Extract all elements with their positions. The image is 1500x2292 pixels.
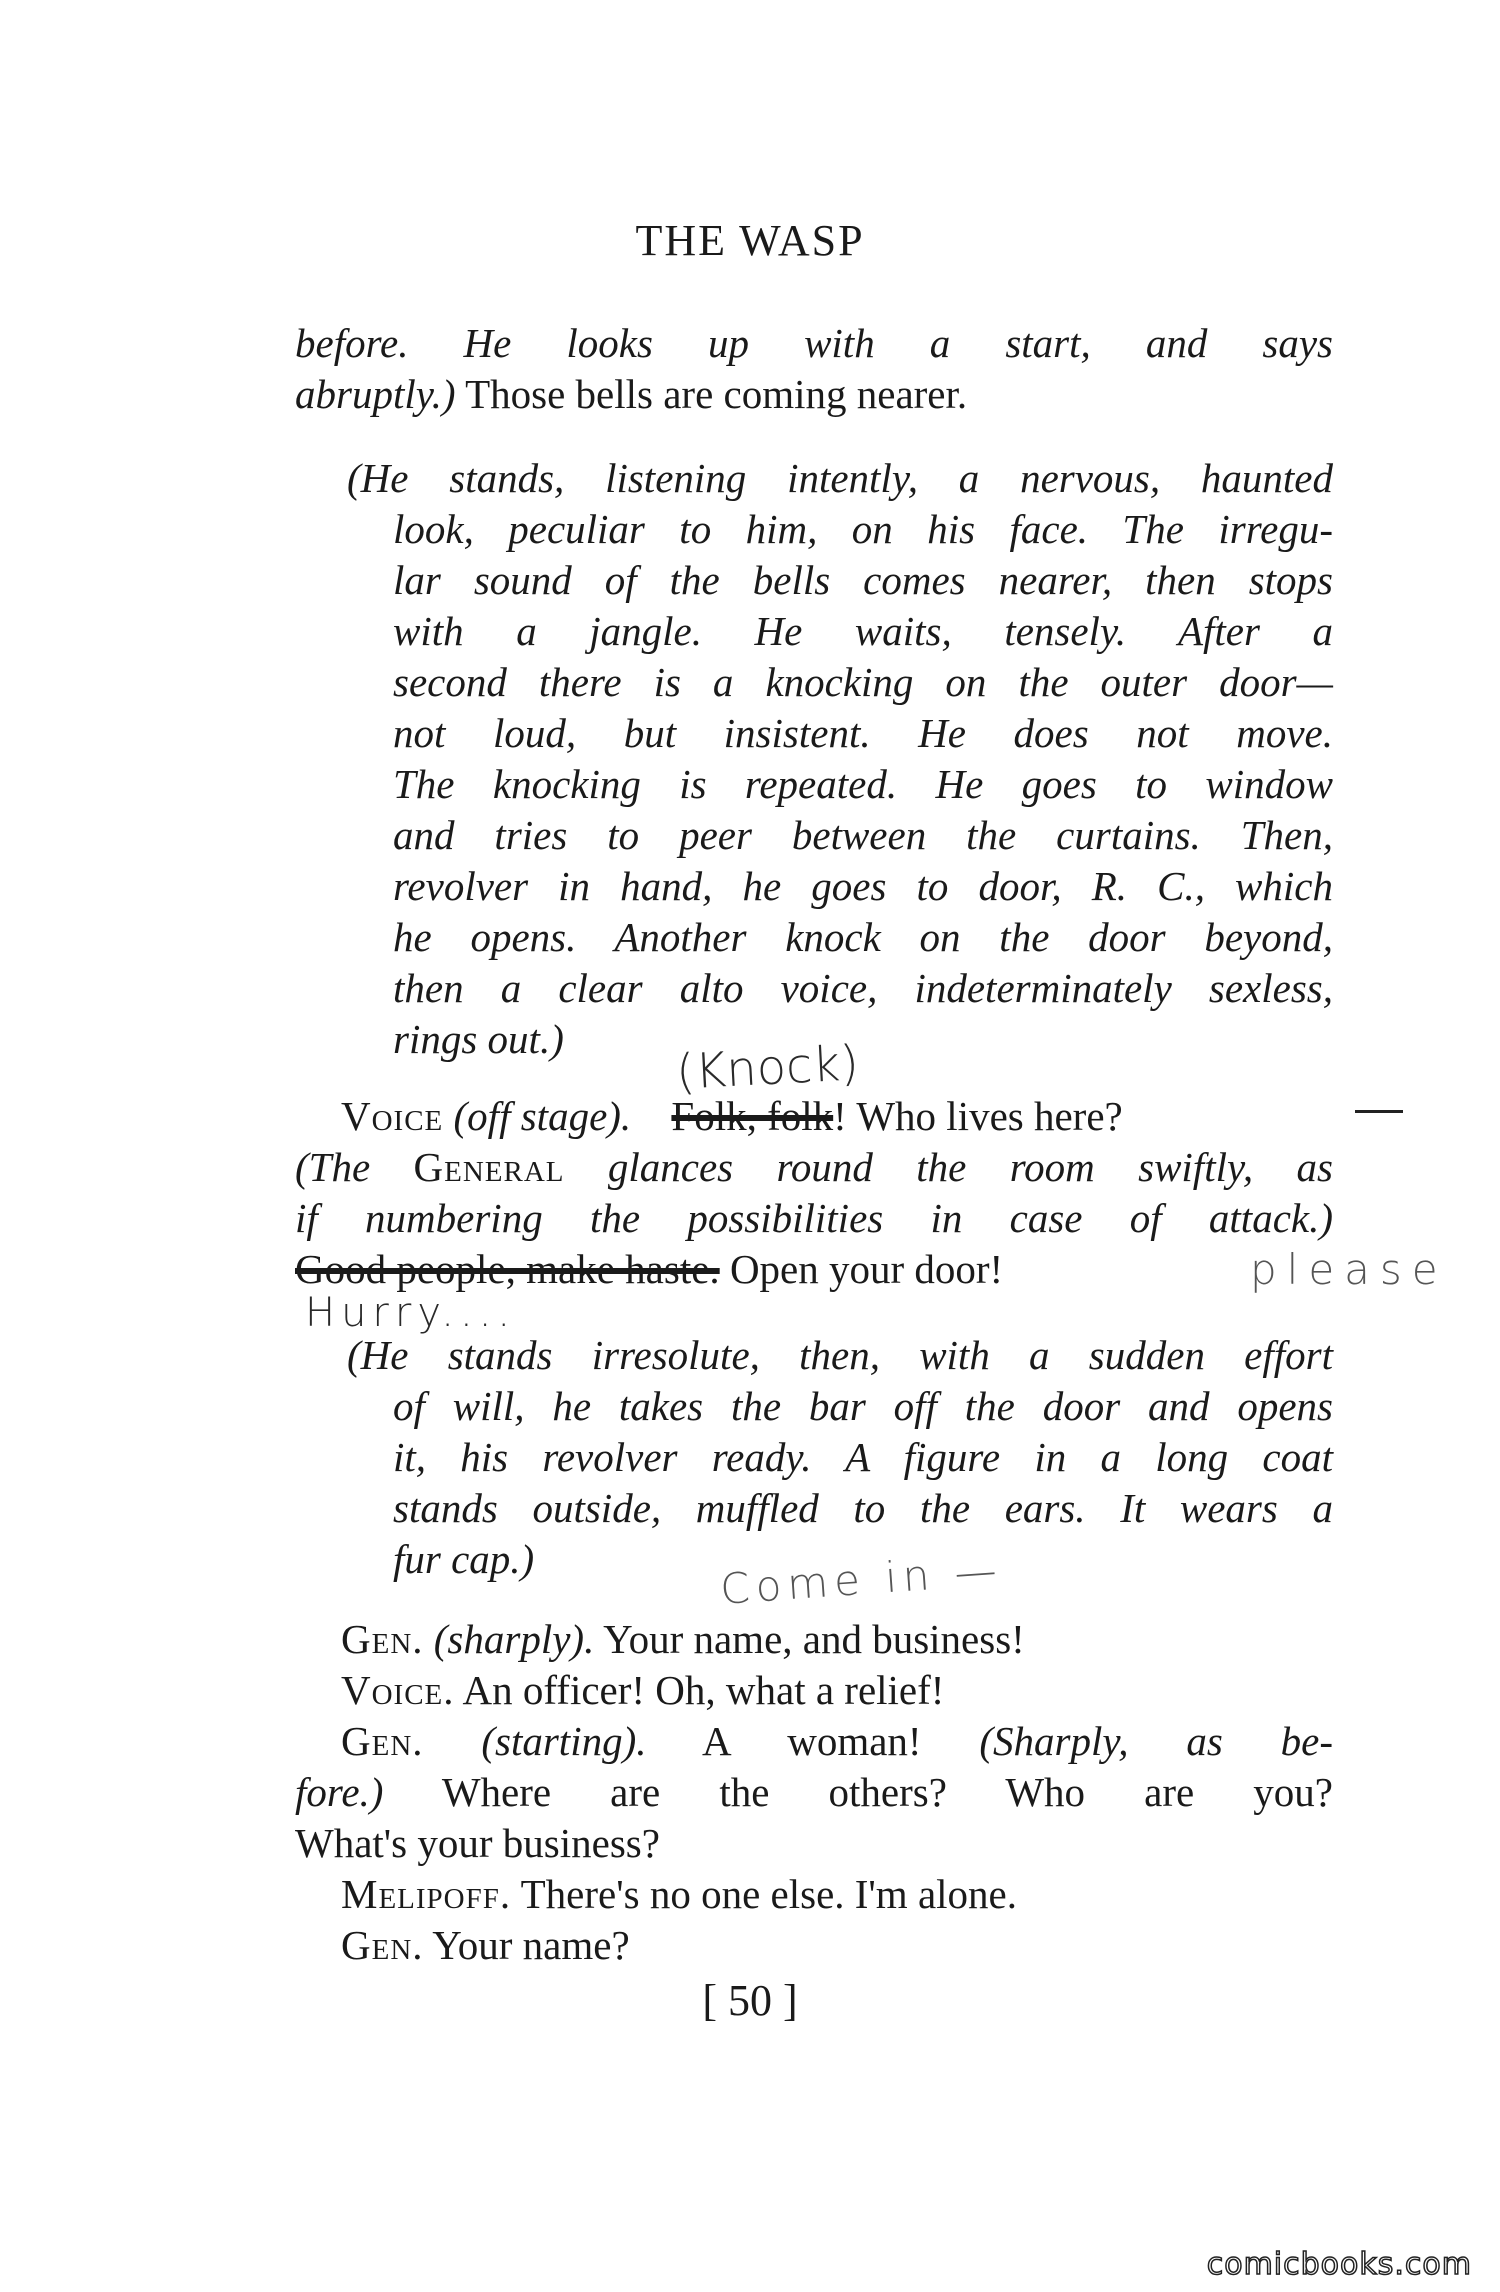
speaker-name: Voice — [341, 1093, 444, 1139]
text-line: stands outside, muffled to the ears. It wears a — [393, 1485, 1333, 1531]
dialogue-text: A woman! — [646, 1718, 980, 1764]
text-line: if numbering the possibilities in case of attack.) — [295, 1195, 1333, 1241]
stage-direction-inline: (sharply). — [433, 1616, 595, 1662]
text-line: of will, he takes the bar off the door and opens — [393, 1383, 1333, 1429]
text-line: with a jangle. He waits, tensely. After a — [393, 608, 1333, 654]
text-line: (He stands irresolute, then, with a sudden effort — [347, 1332, 1333, 1378]
voice-line-1 — [295, 1091, 1333, 1142]
text-line: fur cap.) — [393, 1536, 535, 1582]
dialogue-text: Where are the others? Who are you? — [383, 1769, 1333, 1815]
text-line: before. He looks up with a start, and says — [295, 320, 1333, 366]
speaker-name: Melipoff. — [341, 1871, 512, 1917]
speaker-name: Gen. — [341, 1718, 424, 1764]
page-number: [ 50 ] — [702, 1976, 798, 2025]
dialogue-text: An officer! Oh, what a relief! — [454, 1667, 945, 1713]
dialogue-line — [295, 1869, 1333, 1920]
dialogue-line — [295, 1716, 1333, 1767]
speaker-name: General — [413, 1144, 565, 1190]
voice-line-2 — [295, 1244, 1333, 1295]
text-line: and tries to peer between the curtains. Then, — [393, 812, 1333, 858]
text-run: Those bells are coming nearer. — [455, 371, 968, 417]
struck-text: Good people, make haste. — [295, 1246, 720, 1292]
text-line — [295, 369, 1333, 420]
text-line: revolver in hand, he goes to door, R. C., which — [393, 863, 1333, 909]
text-run: glances round the room swiftly, as — [564, 1144, 1333, 1190]
dialogue-line — [295, 1767, 1333, 1818]
stage-direction-inline: fore.) — [295, 1769, 384, 1815]
stage-direction-2 — [295, 1142, 1333, 1244]
handwritten-knock: (Knock) — [674, 1035, 861, 1101]
stage-direction-inline: (Sharply, as be- — [979, 1718, 1333, 1764]
stage-direction-inline: (off stage). — [453, 1093, 632, 1139]
dialogue-text: There's no one else. I'm alone. — [511, 1871, 1017, 1917]
running-title: THE WASP — [635, 216, 865, 265]
dialogue-line — [295, 1665, 1333, 1716]
text-line: The knocking is repeated. He goes to window — [393, 761, 1333, 807]
text-line: he opens. Another knock on the door beyond, — [393, 914, 1333, 960]
dialogue-text: Open your door! — [719, 1246, 1004, 1292]
dialogue-line: What's your business? — [295, 1820, 660, 1866]
dialogue-line — [295, 1920, 1333, 1971]
text-line: look, peculiar to him, on his face. The irregu- — [393, 506, 1333, 552]
dialogue-text: ! Who lives here? — [833, 1093, 1123, 1139]
dialogue-text: Your name? — [423, 1922, 630, 1968]
handwritten-dash — [1355, 1110, 1403, 1113]
text-line: it, his revolver ready. A figure in a long coat — [393, 1434, 1333, 1480]
text-line: second there is a knocking on the outer door— — [393, 659, 1333, 705]
dialogue-block — [295, 1614, 1333, 1971]
text-line: not loud, but insistent. He does not move. — [393, 710, 1333, 756]
watermark-logo: comicbooks.com — [1206, 2247, 1472, 2282]
speaker-name: Gen. — [341, 1616, 424, 1662]
text-line: rings out.) — [393, 1016, 564, 1062]
stage-direction-3 — [295, 1330, 1333, 1585]
stage-direction-1 — [295, 453, 1333, 1065]
stage-direction-inline: (starting). — [481, 1718, 647, 1764]
speaker-name: Gen. — [341, 1922, 424, 1968]
text-line: (He stands, listening intently, a nervous, haunted — [347, 455, 1333, 501]
text-run: (The — [295, 1144, 414, 1190]
dialogue-text: Your name, and business! — [594, 1616, 1025, 1662]
handwritten-please: please — [1250, 1245, 1448, 1294]
handwritten-come-in: Come in — — [718, 1545, 1005, 1614]
opening-paragraph — [295, 318, 1333, 420]
text-line: then a clear alto voice, indeterminately sexless, — [393, 965, 1333, 1011]
handwritten-hurry: Hurry.... — [305, 1290, 517, 1336]
speaker-name: Voice. — [341, 1667, 455, 1713]
text-line: lar sound of the bells comes nearer, then stops — [393, 557, 1333, 603]
dialogue-line — [295, 1614, 1333, 1665]
italic-run: abruptly.) — [295, 371, 456, 417]
struck-text: Folk, folk — [671, 1093, 834, 1139]
